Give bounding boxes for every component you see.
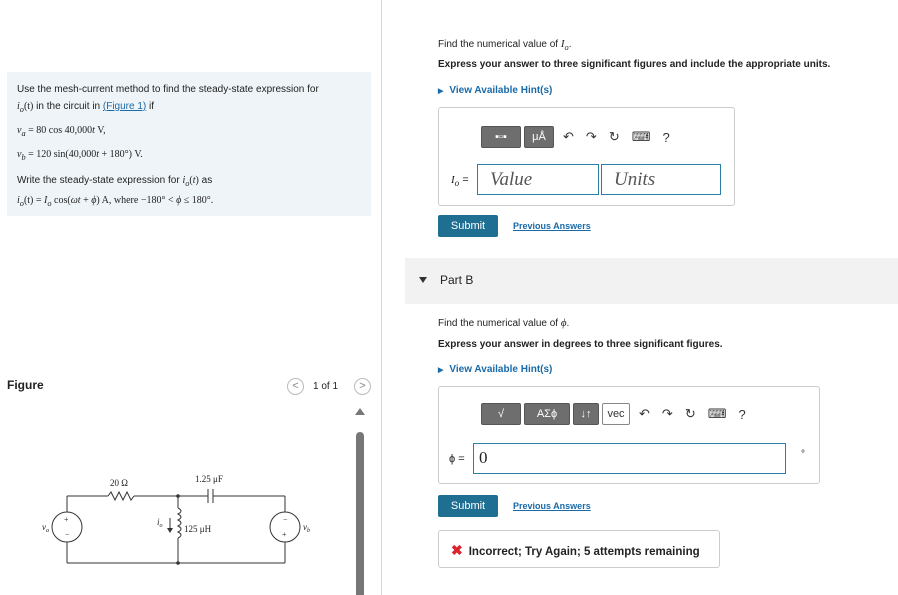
partB-answer-box [438, 386, 820, 484]
partB-degree-unit: ° [801, 449, 805, 460]
vb-plus: + [282, 530, 287, 539]
write-instruction: Write the steady-state expression for $i_o(t)$ as [17, 175, 213, 188]
help-button[interactable]: ? [738, 406, 746, 422]
help-button[interactable]: ? [662, 129, 670, 145]
greek-button[interactable]: ΑΣϕ [524, 403, 570, 425]
inductor-label: 125 μH [184, 524, 212, 534]
io-label: $i_o$ [157, 517, 163, 529]
partA-value-input[interactable]: Value [477, 164, 599, 195]
va-equation: $v_a = 80$ cos 40,000t V, [17, 125, 106, 138]
resistor-symbol [108, 492, 134, 500]
partB-header[interactable] [405, 258, 898, 304]
sqrt-template-button[interactable]: √ [481, 403, 521, 425]
keyboard-icon[interactable]: ⌨ [707, 406, 727, 421]
partA-toolbar [481, 126, 676, 148]
reset-icon[interactable]: ↻ [608, 129, 620, 144]
vb-minus: − [283, 515, 288, 524]
partA-question: Find the numerical value of $I_o$. [438, 38, 572, 52]
feedback-text: Incorrect; Try Again; 5 attempts remaining [468, 546, 700, 558]
subscript-button[interactable]: ↓↑ [573, 403, 599, 425]
va-plus: + [64, 515, 69, 524]
figure-scrollbar[interactable] [353, 402, 367, 595]
scroll-thumb[interactable] [356, 432, 364, 595]
partA-previous-answers-link[interactable]: Previous Answers [513, 221, 591, 231]
partB-feedback [438, 530, 720, 568]
partB-label: ϕ = [449, 453, 465, 465]
partA-units-input[interactable]: Units [601, 164, 721, 195]
partB-toolbar [481, 403, 752, 425]
va-label: $v_a$ [42, 522, 49, 534]
column-divider [381, 0, 382, 595]
resistor-label: 20 Ω [110, 478, 128, 488]
figure-link[interactable]: (Figure 1) [102, 101, 147, 112]
template-button-icon[interactable]: ▪▫▪ [481, 126, 521, 148]
partB-instruction: Express your answer in degrees to three significant figures. [438, 339, 723, 350]
collapse-arrow-icon[interactable] [419, 277, 427, 283]
keyboard-icon[interactable]: ⌨ [631, 129, 651, 144]
figure-header [7, 378, 371, 398]
partA-answer-box [438, 107, 735, 206]
units-button[interactable]: μÅ [524, 126, 554, 148]
partB-hint-link[interactable]: ▶ View Available Hint(s) [438, 364, 552, 375]
capacitor-label: 1.25 μF [195, 474, 223, 484]
vb-equation: $v_b = 120$ sin(40,000t + 180°) V. [17, 149, 143, 162]
circuit-diagram [40, 470, 340, 595]
steady-state-form: $i_o(t) = I_o$ cos(ωt + ϕ) A, where −180° < ϕ ≤ 180°. [17, 195, 214, 208]
undo-icon[interactable]: ↶ [639, 406, 650, 421]
problem-line-2: $i_o(t)$ in the circuit in (Figure 1) if [17, 101, 155, 114]
partA-instruction: Express your answer to three significant figures and include the appropriate units. [438, 59, 831, 70]
partB-submit-button[interactable]: Submit [438, 495, 498, 517]
partB-title: Part B [440, 273, 474, 287]
figure-prev-button[interactable]: < [287, 378, 304, 395]
redo-icon[interactable]: ↷ [585, 129, 597, 144]
vb-label: $v_b$ [303, 522, 310, 534]
figure-title: Figure [7, 378, 44, 392]
scroll-up-arrow-icon[interactable] [355, 408, 365, 415]
va-minus: − [65, 530, 70, 539]
problem-statement [7, 72, 371, 216]
figure-next-button[interactable]: > [354, 378, 371, 395]
figure-page-count: 1 of 1 [313, 381, 339, 392]
undo-icon[interactable]: ↶ [563, 129, 574, 144]
incorrect-x-icon: ✖ [451, 542, 463, 558]
partB-question: Find the numerical value of ϕ. [438, 317, 570, 329]
redo-icon[interactable]: ↷ [661, 406, 673, 421]
partB-value-input[interactable]: 0 [473, 443, 786, 474]
reset-icon[interactable]: ↻ [684, 406, 696, 421]
problem-line-1: Use the mesh-current method to find the steady-state expression for [17, 84, 319, 95]
partA-submit-button[interactable]: Submit [438, 215, 498, 237]
inductor-symbol [178, 508, 181, 538]
partB-previous-answers-link[interactable]: Previous Answers [513, 501, 591, 511]
vec-button[interactable]: vec [602, 403, 630, 425]
partA-hint-link[interactable]: ▶ View Available Hint(s) [438, 85, 552, 96]
partA-label: $I_o$ = [451, 174, 469, 189]
